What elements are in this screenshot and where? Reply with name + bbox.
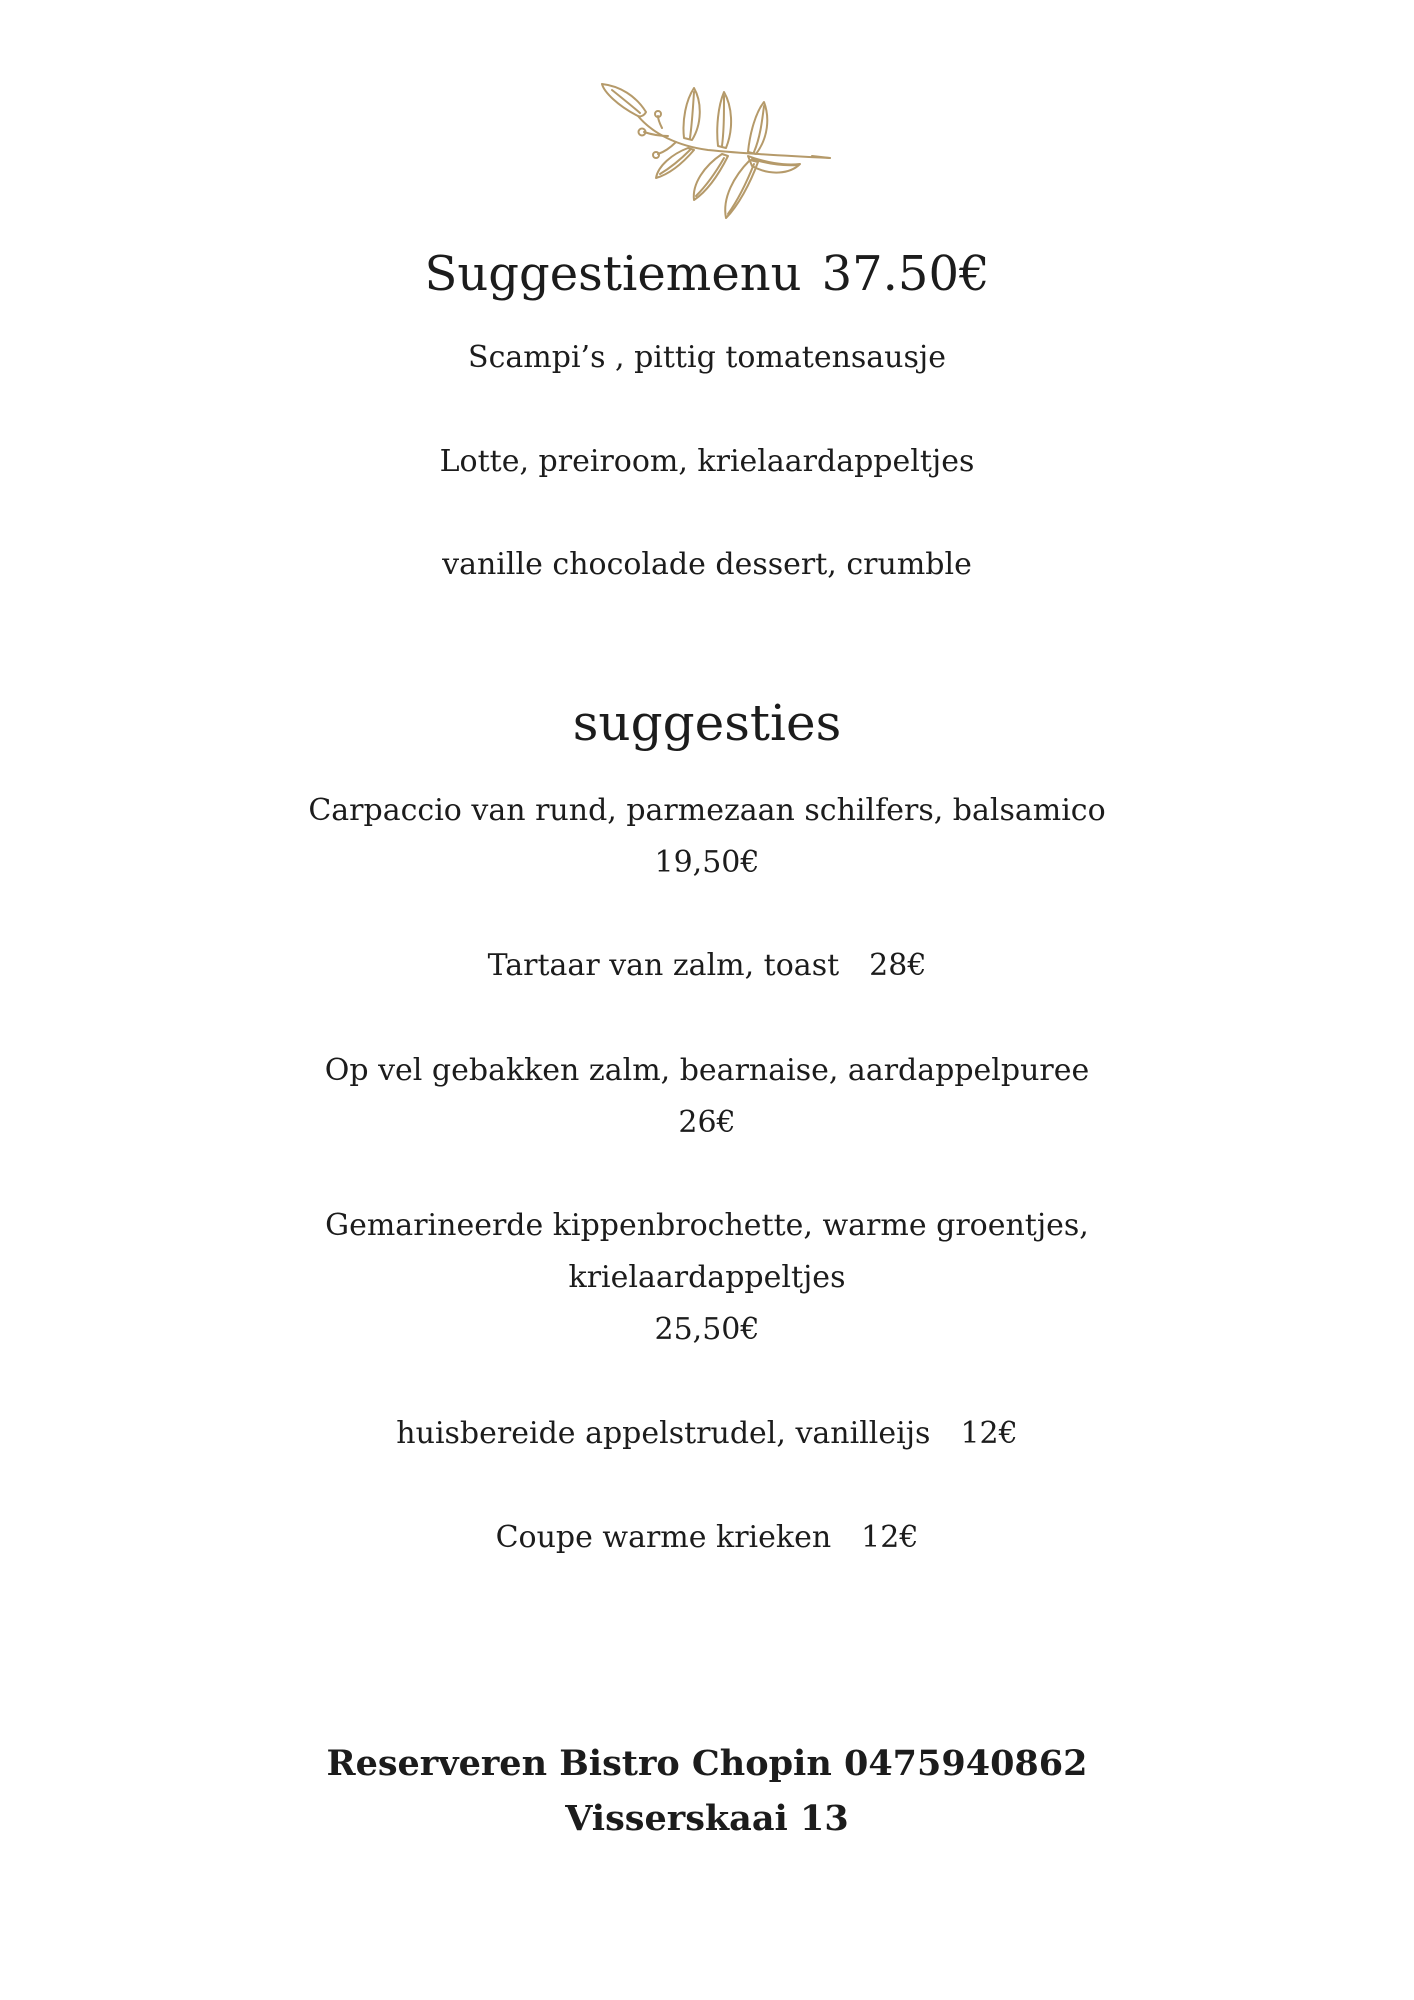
course-starter: Scampi’s , pittig tomatensausje <box>468 340 946 375</box>
list-item-name: Op vel gebakken zalm, bearnaise, aardappelpuree <box>324 1053 1090 1088</box>
list-item-price: 19,50€ <box>654 845 760 880</box>
list-item-name: Carpaccio van rund, parmezaan schilfers, balsamico <box>308 793 1106 828</box>
list-item-name: Gemarineerde kippenbrochette, warme groentjes, <box>325 1208 1089 1243</box>
list-item <box>0 1408 1414 1460</box>
list-item-price: 25,50€ <box>654 1312 760 1347</box>
suggestiemenu-price: 37.50€ <box>821 246 990 302</box>
list-item <box>0 940 1414 992</box>
address: Visserskaai 13 <box>565 1798 849 1839</box>
suggesties-heading: suggesties <box>572 694 842 752</box>
suggestiemenu-heading <box>0 242 1414 306</box>
list-item-price: 12€ <box>960 1416 1018 1451</box>
list-item-price: 12€ <box>861 1520 919 1555</box>
list-item-name: Coupe warme krieken <box>495 1520 832 1555</box>
course-main: Lotte, preiroom, krielaardappeltjes <box>439 444 975 479</box>
olive-branch-icon <box>598 80 834 224</box>
list-item-price: 26€ <box>678 1105 736 1140</box>
course-dessert: vanille chocolade dessert, crumble <box>442 547 972 582</box>
list-item-price: 28€ <box>869 948 927 983</box>
list-item-name: Tartaar van zalm, toast <box>487 948 840 983</box>
reservation-info: Reserveren Bistro Chopin 0475940862 <box>326 1743 1088 1784</box>
suggestiemenu-title: Suggestiemenu <box>424 246 802 302</box>
list-item <box>0 1512 1414 1564</box>
list-item-name-line2: krielaardappeltjes <box>568 1260 846 1295</box>
list-item-name: huisbereide appelstrudel, vanilleijs <box>396 1416 931 1451</box>
